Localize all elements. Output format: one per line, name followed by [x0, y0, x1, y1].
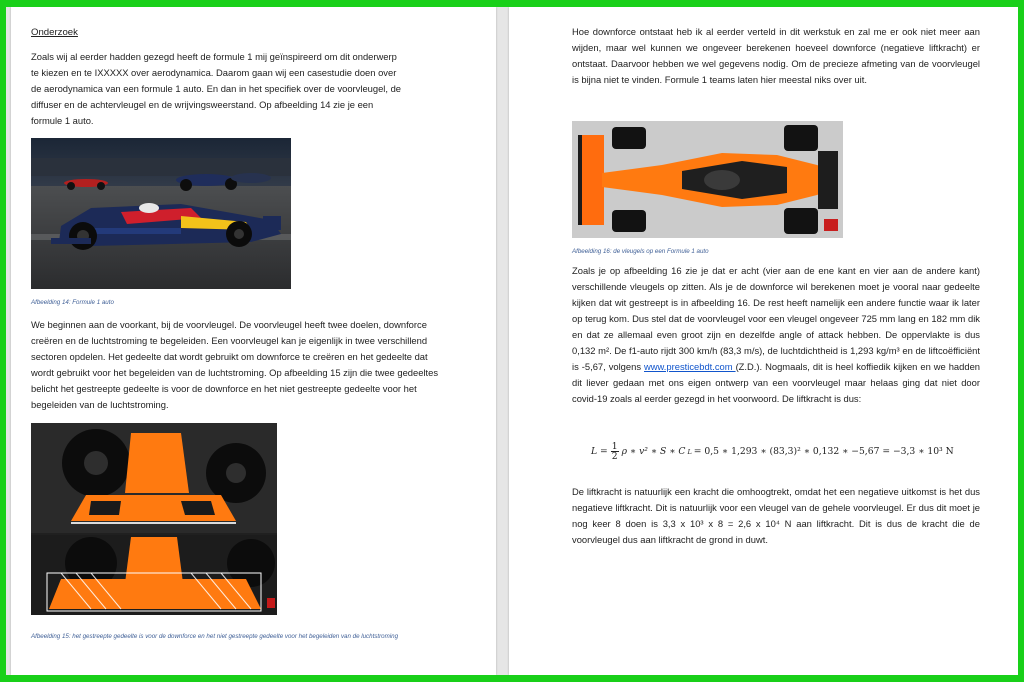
lift-formula: [591, 442, 954, 461]
page-right: [509, 7, 1018, 675]
page-left: [11, 7, 496, 675]
formula-fraction: [611, 442, 619, 461]
caption-14: Afbeelding 14: Formule 1 auto: [31, 299, 114, 306]
formula-subscript: L: [687, 447, 692, 456]
section-heading: Onderzoek: [31, 27, 78, 38]
document-viewer: [6, 7, 1018, 675]
formula-fraction-denominator: 2: [611, 451, 618, 462]
f1-topdown-photo: [572, 121, 843, 238]
downforce-intro-paragraph: Hoe downforce ontstaat heb ik al eerder verteld in dit werkstuk en zal me er ook niet meer aan wijden, maar wel kunnen we ongeveer berekenen hoeveel downforce (negatieve liftkracht) er ontstaat. Daarvoor hebben we wel gegevens nodig. Om de precieze afmeting van de voorvleugel is bijna niet te vinden. Formule 1 teams laten hier meestal niks over uit.: [572, 26, 980, 85]
calculation-text-continued: (Z.D.). Nogmaals, dit is heel koffiedik kijken en we hadden dit liever gedaan met ons eigen ontwerp van een voorvleugel maar helaas ging dat niet door covid-19 zoals al eerder gezegd in het voorwoord. De liftkracht is dus:: [572, 361, 981, 404]
formula-fraction-numerator: 1: [611, 441, 618, 452]
formula-lhs: L =: [591, 446, 608, 457]
f1-race-photo: [31, 138, 291, 289]
calculation-text: Zoals je op afbeelding 16 zie je dat er acht (vier aan de ene kant en vier aan de andere kant) verschillende vleugels op zitten. Als je de downforce wil berekenen moet je vooral naar gedeelte kijken dat wit gestreept is in afbeelding 16. De rest heeft namelijk een andere functie waar ik later op terug kom. Dus stel dat de voorvleugel voor een vleugel ongeveer 725 mm lang en 182 mm dik en dat ze allemaal even groot zijn en dezelfde angle of attack hebben. De oppervlakte is dus 0,132 m². De f1-auto rijdt 300 km/h (83,3 m/s), de luchtdichtheid is 1,293 kg/m³ en de liftcoëfficiënt is -5,67, volgens: [572, 265, 980, 372]
source-link[interactable]: www.presticebdt.com: [644, 361, 736, 372]
intro-paragraph: Zoals wij al eerder hadden gezegd heeft de formule 1 mij geïnspireerd om dit onderwerp te kiezen en te IXXXXX over aerodynamica. Daarom gaan wij een casestudie doen over de aerodynamica van een formule 1 auto. En dan in het specifiek over de voorvleugel, de diffuser en de achtervleugel en de wrijvingsweerstand. Op afbeelding 14 zie je een formule 1 auto.: [31, 51, 402, 126]
calculation-paragraph: [572, 263, 980, 407]
front-wing-paragraph: We beginnen aan de voorkant, bij de voorvleugel. De voorvleugel heeft twee doelen, downforce creëren en de luchtstroming te begeleiden. Een voorvleugel kan je eigenlijk in twee verschillend sectoren opdelen. Het gedeelte dat wordt gebruikt om downforce te creëren en het gedeelte dat wordt gebruikt voor het begeleiden van de luchtstroming. Op afbeelding 15 zijn die twee gedeeltes belicht het gestreepte gedeelte is voor de downforce en het niet gestreepte gedeelte voor het begeleiden van de luchtstroming.: [31, 319, 439, 410]
front-wing-photo: [31, 423, 277, 615]
formula-rhs: ρ ∗ v² ∗ S ∗ C: [621, 446, 686, 457]
formula-result: = 0,5 ∗ 1,293 ∗ (83,3)² ∗ 0,132 ∗ −5,67 = −3,3 ∗ 10³ N: [693, 446, 954, 457]
caption-15: Afbeelding 15: het gestreepte gedeelte is voor de downforce en het niet gestreepte gedeelte voor het begeleiden van de luchtstroming: [31, 633, 399, 640]
conclusion-paragraph: De liftkracht is natuurlijk een kracht die omhoogtrekt, omdat het een negatieve uitkomst is het dus negatieve liftkracht. Dit is natuurlijk voor een vleugel van de gehele voorvleugel. Er dus dit moet je nog keer 8 doen is 3,3 x 10³ x 8 = 2,6 x 10⁴ N aan liftkracht. Dit is dus de kracht die de voorvleugel dus aan liftkracht de grond in duwt.: [572, 486, 980, 545]
caption-16: Afbeelding 16: de vleugels op een Formule 1 auto: [572, 248, 709, 255]
